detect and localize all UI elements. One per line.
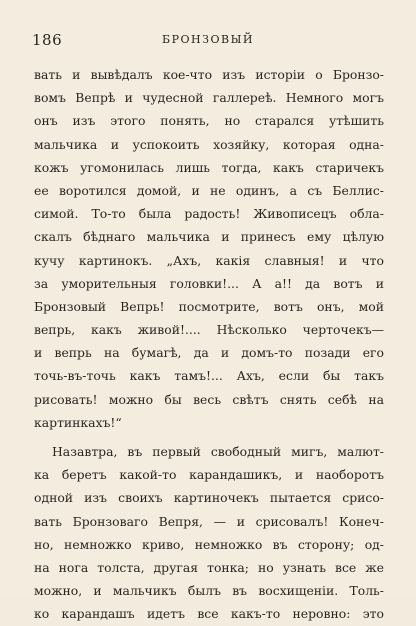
- text-line: ко карандашъ идетъ все какъ-то неровно: это: [34, 606, 384, 622]
- running-title: БРОНЗОВЫЙ: [162, 33, 254, 46]
- page-header: [26, 31, 390, 51]
- text-line: вать и вывѣдалъ кое-что изъ исторіи о Бронзо-: [34, 67, 384, 82]
- text-line: на нога толста, другая тонка; но узнать все же: [34, 559, 384, 575]
- page-number: 186: [32, 31, 63, 49]
- paragraph-2: [34, 440, 384, 626]
- text-line: картинкахъ!“: [34, 414, 122, 430]
- text-line: точь-въ-точь какъ тамъ!... Ахъ, если бы такъ: [34, 368, 384, 384]
- text-line: вепрь, какъ живой!.... Нѣсколько черточекъ—: [34, 322, 384, 338]
- text-line: вомъ Вепрѣ и чудесной галлереѣ. Немного могъ: [34, 90, 384, 106]
- text-line: одной изъ своихъ картиночекъ пытается срисо-: [34, 490, 384, 506]
- text-line: ее воротился домой, и не одинъ, а съ Беллис-: [34, 182, 384, 198]
- text-line: но, немножко криво, немножко въ сторону; од-: [34, 536, 384, 552]
- text-line: кожъ угомонилась лишь тогда, какъ старичекъ: [34, 159, 384, 175]
- paragraph-1: [34, 63, 384, 434]
- text-line: кучу картинокъ. „Ахъ, какія славныя! и что: [34, 252, 384, 268]
- text-line: ка беретъ какой-то карандашикъ, и наоборотъ: [34, 467, 384, 483]
- text-line: Назавтра, въ первый свободный мигъ, малют-: [52, 444, 384, 459]
- text-line: Бронзовый Вепрь! посмотрите, вотъ онъ, мой: [34, 298, 384, 314]
- text-line: симой. То-то была радость! Живописецъ обла-: [34, 206, 384, 222]
- text-line: вать Бронзоваго Вепря, — и срисовалъ! Конеч-: [34, 513, 384, 529]
- text-line: мальчика и успокоить хозяйку, которая одна-: [34, 136, 384, 152]
- text-line: онъ изъ этого понять, но старался утѣшить: [34, 113, 384, 129]
- text-line: скалъ бѣднаго мальчика и принесъ ему цѣлую: [34, 229, 384, 245]
- body-text: [34, 63, 384, 626]
- text-line: за уморительныя головки!... А а!! да вотъ и: [34, 275, 384, 291]
- text-line: и вепрь на бумагѣ, да и домъ-то позади его: [34, 345, 384, 361]
- text-line: можно, и мальчикъ былъ въ восхищеніи. Толь-: [34, 583, 384, 599]
- text-line: рисовать! можно бы весь свѣтъ снять себѣ на: [34, 391, 384, 407]
